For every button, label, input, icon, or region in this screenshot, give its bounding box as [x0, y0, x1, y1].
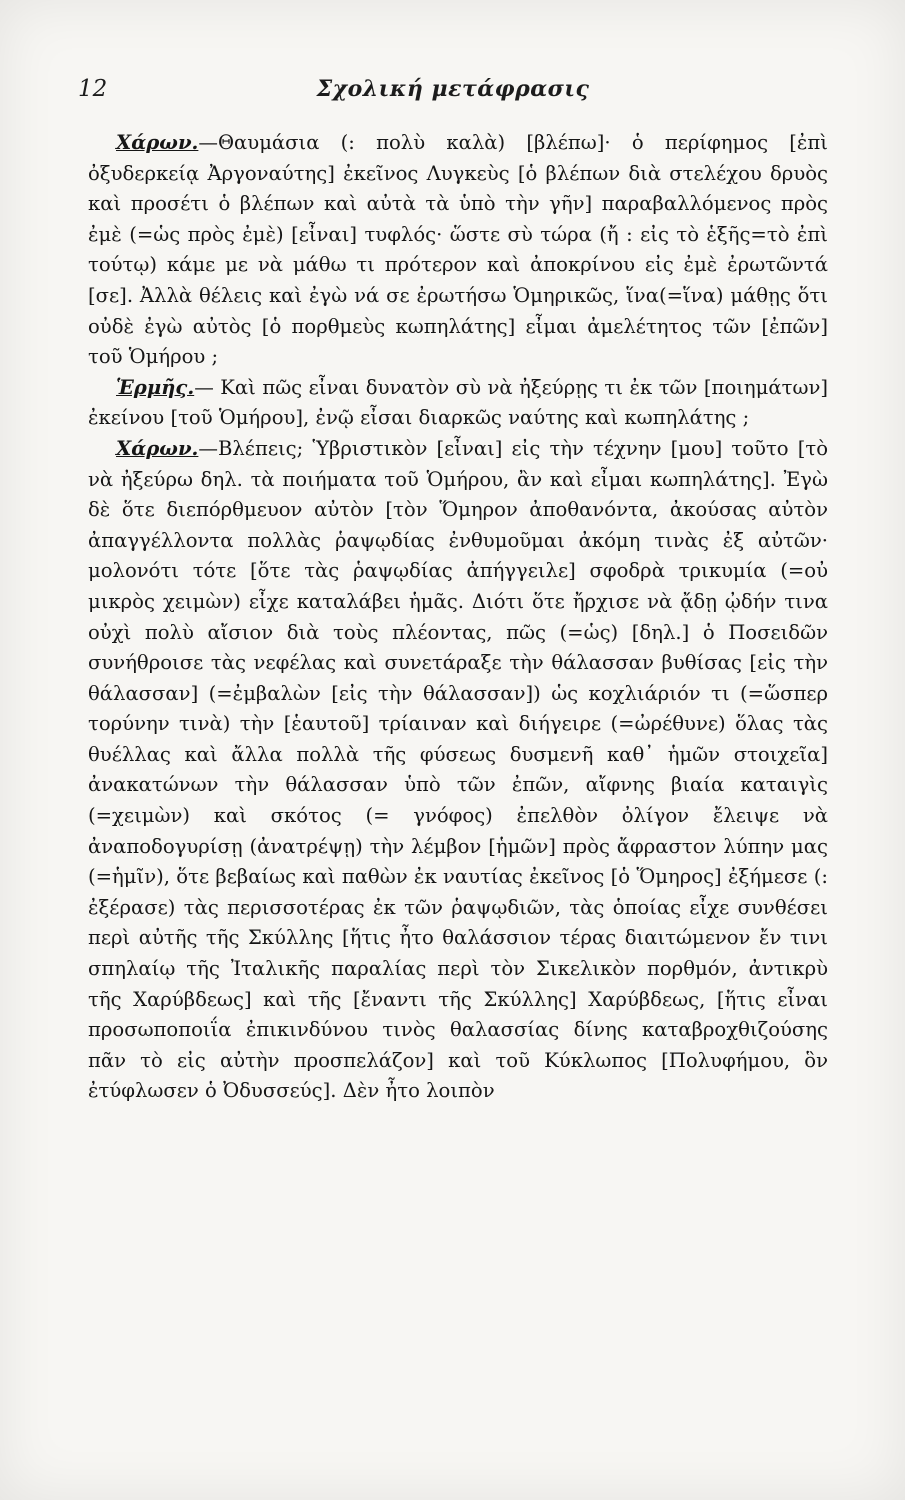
paragraph-text: —Βλέπεις; Ὑβριστικὸν [εἶναι] εἰς τὴν τέχνην [μου] τοῦτο [τὸ νὰ ἠξεύρω δηλ. τὰ ποιήματα τοῦ Ὁμήρου, ἂν καὶ εἶμαι κωπηλάτης]. Ἐγὼ δὲ ὅτε διεπόρθμευον αὐτὸν [τὸν Ὅμηρον ἀποθανόντα, ἀκούσας αὐτὸν ἀπαγγέλλοντα πολλὰς ῥαψῳδίας ἐνθυμοῦμαι ἀκόμη τινὰς ἐξ αὐτῶν· μολονότι τότε [ὅτε τὰς ῥαψῳδίας ἀπήγγειλε] σφοδρὰ τρικυμία (=οὐ μικρὸς χειμὼν) εἶχε καταλάβει ἡμᾶς. Διότι ὅτε ἤρχισε νὰ ᾄδῃ ᾠδήν τινα οὐχὶ πολὺ αἴσιον διὰ τοὺς πλέοντας, πῶς (=ὡς) [δηλ.] ὁ Ποσειδῶν συνήθροισε τὰς νεφέλας καὶ συνετάραξε τὴν θάλασσαν βυθίσας [εἰς τὴν θάλασσαν] (=ἐμβαλὼν [εἰς τὴν θάλασσαν]) ὡς κοχλιάριόν τι (=ὥσπερ τορύνην τινὰ) τὴν [ἑαυτοῦ] τρίαιναν καὶ διήγειρε (=ὠρέθυνε) ὅλας τὰς θυέλλας καὶ ἄλλα πολλὰ τῆς φύσεως δυσμενῆ καθ᾽ ἡμῶν στοιχεῖα] ἀνακατώνων τὴν θάλασσαν ὑπὸ τῶν ἐπῶν, αἴφνης βιαία καταιγὶς (=χειμὼν) καὶ σκότος (= γνόφος) ἐπελθὸν ὀλίγον ἔλειψε νὰ ἀναποδογυρίσῃ (ἀνατρέψῃ) τὴν λέμβον [ἡμῶν] πρὸς ἄφραστον λύπην μας (=ἡμῖν), ὅτε βεβαίως καὶ παθὼν ἐκ ναυτίας ἐκεῖνος [ὁ Ὅμηρος] ἐξήμεσε (: ἐξέρασε) τὰς περισσοτέρας ἐκ τῶν ῥαψῳδιῶν, τὰς ὁποίας εἶχε συνθέσει περὶ αὐτῆς τῆς Σκύλλης [ἥτις ἦτο θαλάσσιον τέρας διαιτώμενον ἔν τινι σπηλαίῳ τῆς Ἰταλικῆς παραλίας περὶ τὸν Σικελικὸν πορθμόν, ἀντικρὺ τῆς Χαρύβδεως] καὶ τῆς [ἔναντι τῆς Σκύλλης] Χαρύβδεως, [ἥτις εἶναι προσωποποιΐα ἐπικινδύνου τινὸς θαλασσίας δίνης καταβροχθιζούσης πᾶν τὸ εἰς αὐτὴν προσπελάζον] καὶ τοῦ Κύκλωπος [Πολυφήμου, ὃν ἐτύφλωσεν ὁ Ὀδυσσεύς]. Δὲν ἦτο λοιπὸν — [88, 436, 828, 1103]
paragraph-charon-2 — [88, 434, 828, 1107]
speaker-name: Ἑρμῆς. — [116, 375, 195, 399]
page-number: 12 — [78, 76, 108, 102]
paragraph-charon-1 — [88, 128, 828, 373]
body-text — [88, 128, 828, 1107]
speaker-name: Χάρων. — [116, 436, 199, 460]
speaker-name: Χάρων. — [116, 131, 199, 154]
paragraph-text: —Θαυμάσια (: πολὺ καλὰ) [βλέπω]· ὁ περίφημος [ἐπὶ ὀξυδερκείᾳ Ἀργοναύτης] ἐκεῖνος Λυγκεὺς [ὁ βλέπων διὰ στελέχου δρυὸς καὶ προσέτι ὁ βλέπων καὶ αὐτὰ τὰ ὑπὸ τὴν γῆν] παραβαλλόμενος πρὸς ἐμὲ (=ὡς πρὸς ἐμὲ) [εἶναι] τυφλός· ὥστε σὺ τώρα (ἤ : εἰς τὸ ἑξῆς=τὸ ἐπὶ τούτῳ) κάμε με νὰ μάθω τι πρότερον καὶ ἀποκρίνου εἰς ἐμὲ ἐρωτῶντά [σε]. Ἀλλὰ θέλεις καὶ ἐγὼ νά σε ἐρωτήσω Ὁμηρικῶς, ἵνα(=ἵνα) μάθῃς ὅτι οὐδὲ ἐγὼ αὐτὸς [ὁ πορθμεὺς κωπηλάτης] εἶμαι ἀμελέτητος τῶν [ἐπῶν] τοῦ Ὁμήρου ; — [88, 131, 828, 369]
paragraph-text: — Καὶ πῶς εἶναι δυνατὸν σὺ νὰ ἠξεύρῃς τι ἐκ τῶν [ποιημάτων] ἐκείνου [τοῦ Ὁμήρου], ἐνῷ εἶσαι διαρκῶς ναύτης καὶ κωπηλάτης ; — [88, 375, 828, 430]
page-header — [78, 76, 828, 112]
paragraph-hermes — [88, 373, 828, 434]
running-head: Σχολική μετάφρασις — [316, 76, 590, 102]
